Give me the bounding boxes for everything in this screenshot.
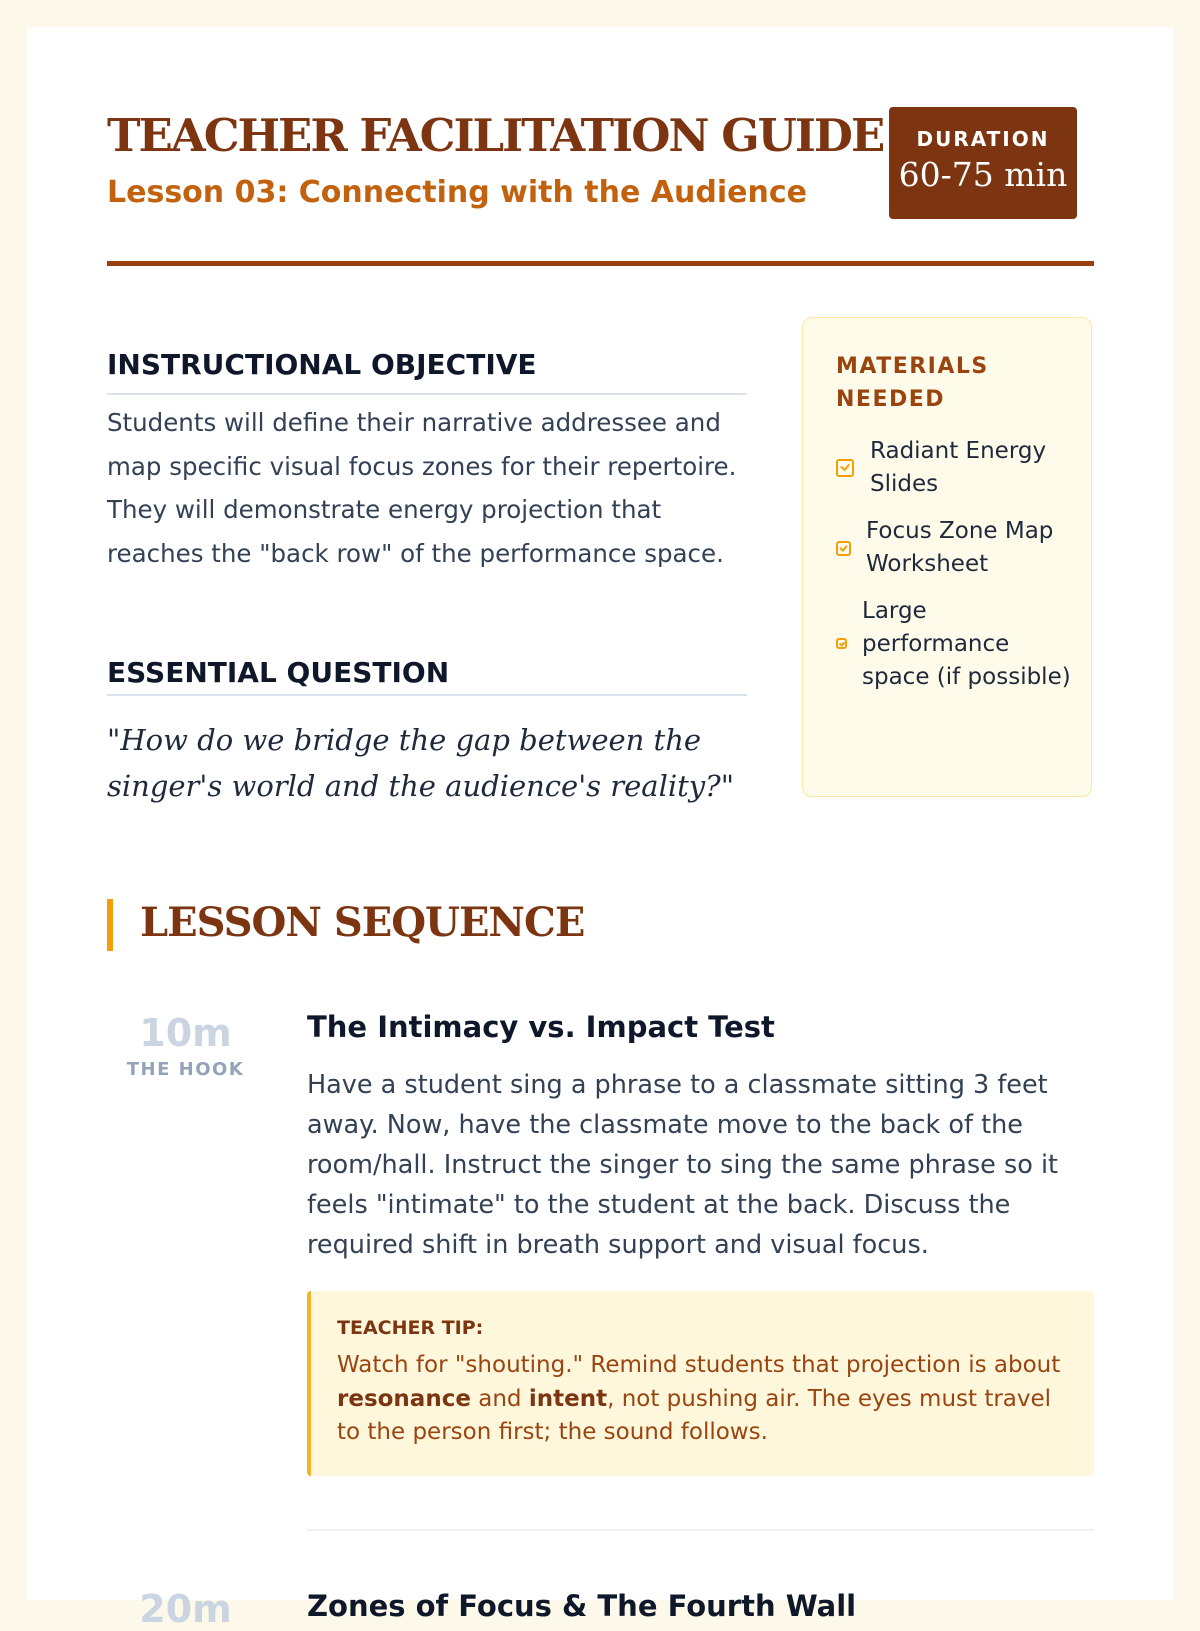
step-duration: 20m bbox=[139, 1587, 232, 1631]
step-duration: 10m bbox=[139, 1011, 232, 1055]
page-title: TEACHER FACILITATION GUIDE bbox=[107, 109, 884, 162]
duration-label: DURATION bbox=[916, 127, 1050, 151]
sequence-heading: LESSON SEQUENCE bbox=[140, 899, 585, 946]
duration-badge bbox=[889, 107, 1077, 219]
sequence-accent-bar bbox=[107, 899, 113, 951]
teacher-tip bbox=[307, 1291, 1094, 1476]
step-divider bbox=[307, 1529, 1094, 1531]
materials-title: MATERIALS NEEDED bbox=[836, 354, 989, 412]
step-description: Have a student sing a phrase to a classmate sitting 3 feet away. Now, have the classmate move to the back of the room/hall. Instruct the singer to sing the same phrase so it feels "intimate" to the student at the back. Discuss the required shift in breath support and visual focus. bbox=[307, 1070, 1059, 1260]
materials-item-label: Radiant Energy Slides bbox=[870, 438, 1047, 497]
duration-value: 60-75 min bbox=[898, 155, 1068, 194]
step-tag: THE HOOK bbox=[126, 1059, 245, 1080]
materials-panel bbox=[802, 317, 1092, 797]
step-title: The Intimacy vs. Impact Test bbox=[307, 1010, 775, 1044]
tip-emphasis-resonance: resonance bbox=[337, 1385, 471, 1412]
question-divider bbox=[107, 694, 747, 696]
question-heading: ESSENTIAL QUESTION bbox=[107, 656, 450, 689]
teacher-tip-text: Watch for "shouting." Remind students that projection is about resonance and intent, not pushing air. The eyes must travel to the person first; the sound follows. bbox=[337, 1352, 1061, 1445]
objective-text: Students will define their narrative addressee and map specific visual focus zones for their repertoire. They will demonstrate energy projection that reaches the "back row" of the performance space. bbox=[107, 408, 737, 568]
tip-emphasis-intent: intent bbox=[528, 1385, 608, 1412]
teacher-tip-label: TEACHER TIP: bbox=[337, 1317, 484, 1339]
checkbox-icon bbox=[836, 638, 847, 649]
lesson-subtitle: Lesson 03: Connecting with the Audience bbox=[107, 175, 807, 210]
checkbox-icon bbox=[836, 459, 854, 477]
guide-page bbox=[27, 27, 1173, 1631]
materials-item-label: Large performance space (if possible) bbox=[862, 598, 1071, 690]
objective-divider bbox=[107, 393, 747, 395]
checkbox-icon bbox=[836, 541, 851, 556]
essential-question-text: "How do we bridge the gap between the singer's world and the audience's reality?" bbox=[107, 723, 735, 803]
step-title: Zones of Focus & The Fourth Wall bbox=[307, 1589, 857, 1623]
objective-heading: INSTRUCTIONAL OBJECTIVE bbox=[107, 348, 537, 381]
header-divider bbox=[107, 261, 1094, 266]
materials-item-label: Focus Zone Map Worksheet bbox=[866, 518, 1054, 577]
